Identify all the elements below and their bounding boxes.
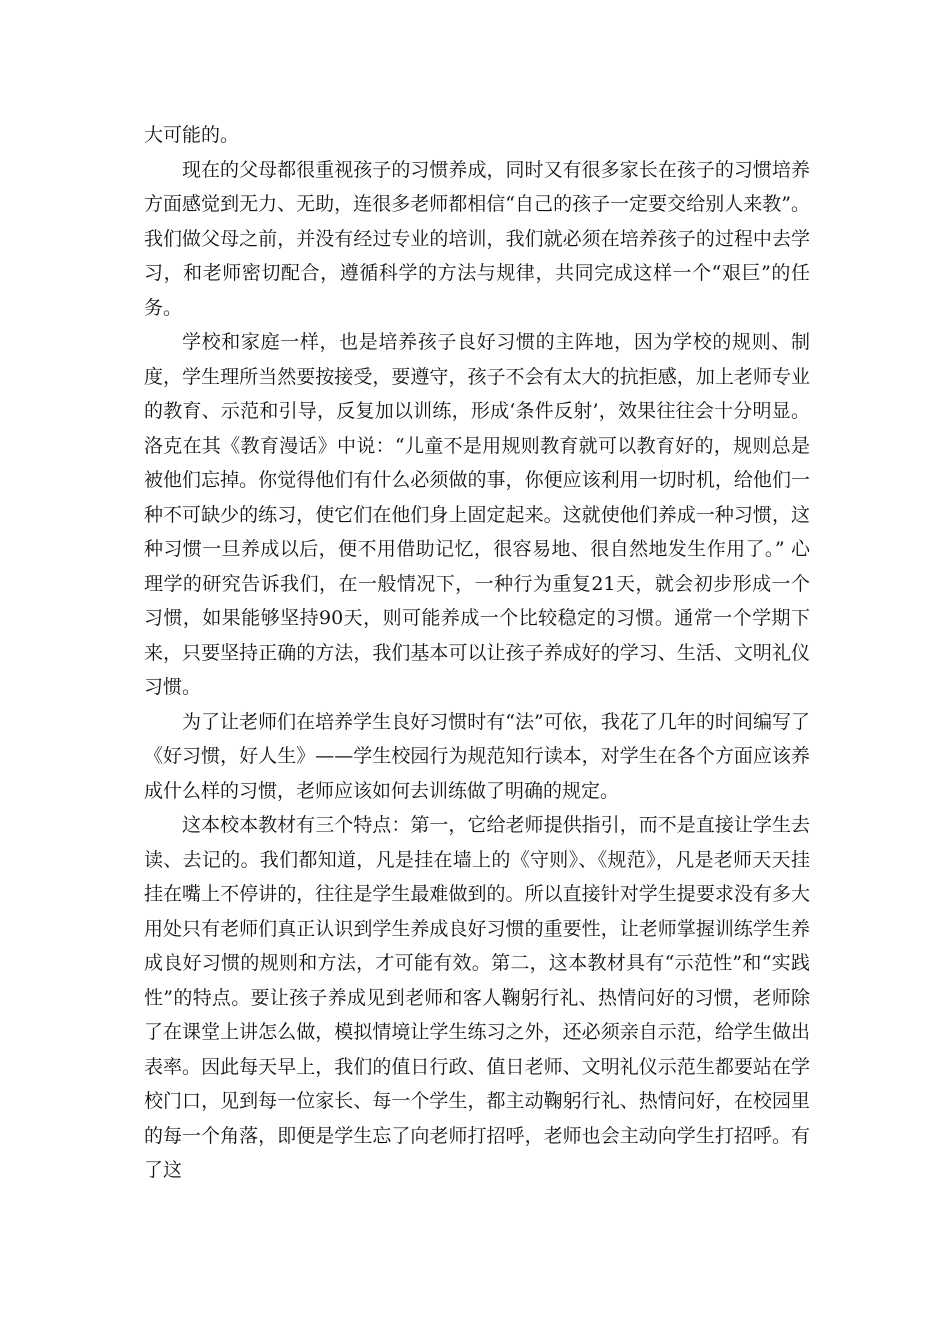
paragraph-textbook-intro: 为了让老师们在培养学生良好习惯时有“法”可依，我花了几年的时间编写了《好习惯，好人生》——学生校园行为规范知行读本，对学生在各个方面应该养成什么样的习惯，老师应该如何去训练做了明确的规定。 <box>144 710 810 802</box>
paragraph-school-family: 学校和家庭一样，也是培养孩子良好习惯的主阵地，因为学校的规则、制度，学生理所当然要按接受，要遵守，孩子不会有太大的抗拒感，加上老师专业的教育、示范和引导，反复加以训练，形成‘条件反射’，效果往往会十分明显。洛克在其《教育漫话》中说：“儿童不是用规则教育就可以教育好的，规则总是被他们忘掉。你觉得他们有什么必须做的事，你便应该利用一切时机，给他们一种不可缺少的练习，使它们在他们身上固定起来。这就使他们养成一种习惯，这种习惯一旦养成以后，便不用借助记忆，很容易地、很自然地发生作用了。” 心理学的研究告诉我们，在一般情况下，一种行为重复21天，就会初步形成一个习惯，如果能够坚持90天，则可能养成一个比较稳定的习惯。通常一个学期下来，只要坚持正确的方法，我们基本可以让孩子养成好的学习、生活、文明礼仪习惯。 <box>144 331 810 698</box>
paragraph-textbook-features: 这本校本教材有三个特点：第一，它给老师提供指引，而不是直接让学生去读、去记的。我们都知道，凡是挂在墙上的《守则》、《规范》，凡是老师天天挂挂在嘴上不停讲的，往往是学生最难做到的。所以直接针对学生提要求没有多大用处只有老师们真正认识到学生养成良好习惯的重要性，让老师掌握训练学生养成良好习惯的规则和方法，才可能有效。第二，这本教材具有“示范性”和“实践性”的特点。要让孩子养成见到老师和客人鞠躬行礼、热情问好的习惯，老师除了在课堂上讲怎么做，模拟情境让学生练习之外，还必须亲自示范，给学生做出表率。因此每天早上，我们的值日行政、值日老师、文明礼仪示范生都要站在学校门口，见到每一位家长、每一个学生，都主动鞠躬行礼、热情问好，在校园里的每一个角落，即便是学生忘了向老师打招呼，老师也会主动向学生打招呼。有了这 <box>144 814 810 1181</box>
body-text <box>144 118 810 1188</box>
paragraph-continuation: 大可能的。 <box>144 124 240 146</box>
paragraph-parents-habits: 现在的父母都很重视孩子的习惯养成，同时又有很多家长在孩子的习惯培养方面感觉到无力、无助，连很多老师都相信“自己的孩子一定要交给别人来教”。我们做父母之前，并没有经过专业的培训，我们就必须在培养孩子的过程中去学习，和老师密切配合，遵循科学的方法与规律，共同完成这样一个“艰巨”的任务。 <box>144 158 810 319</box>
